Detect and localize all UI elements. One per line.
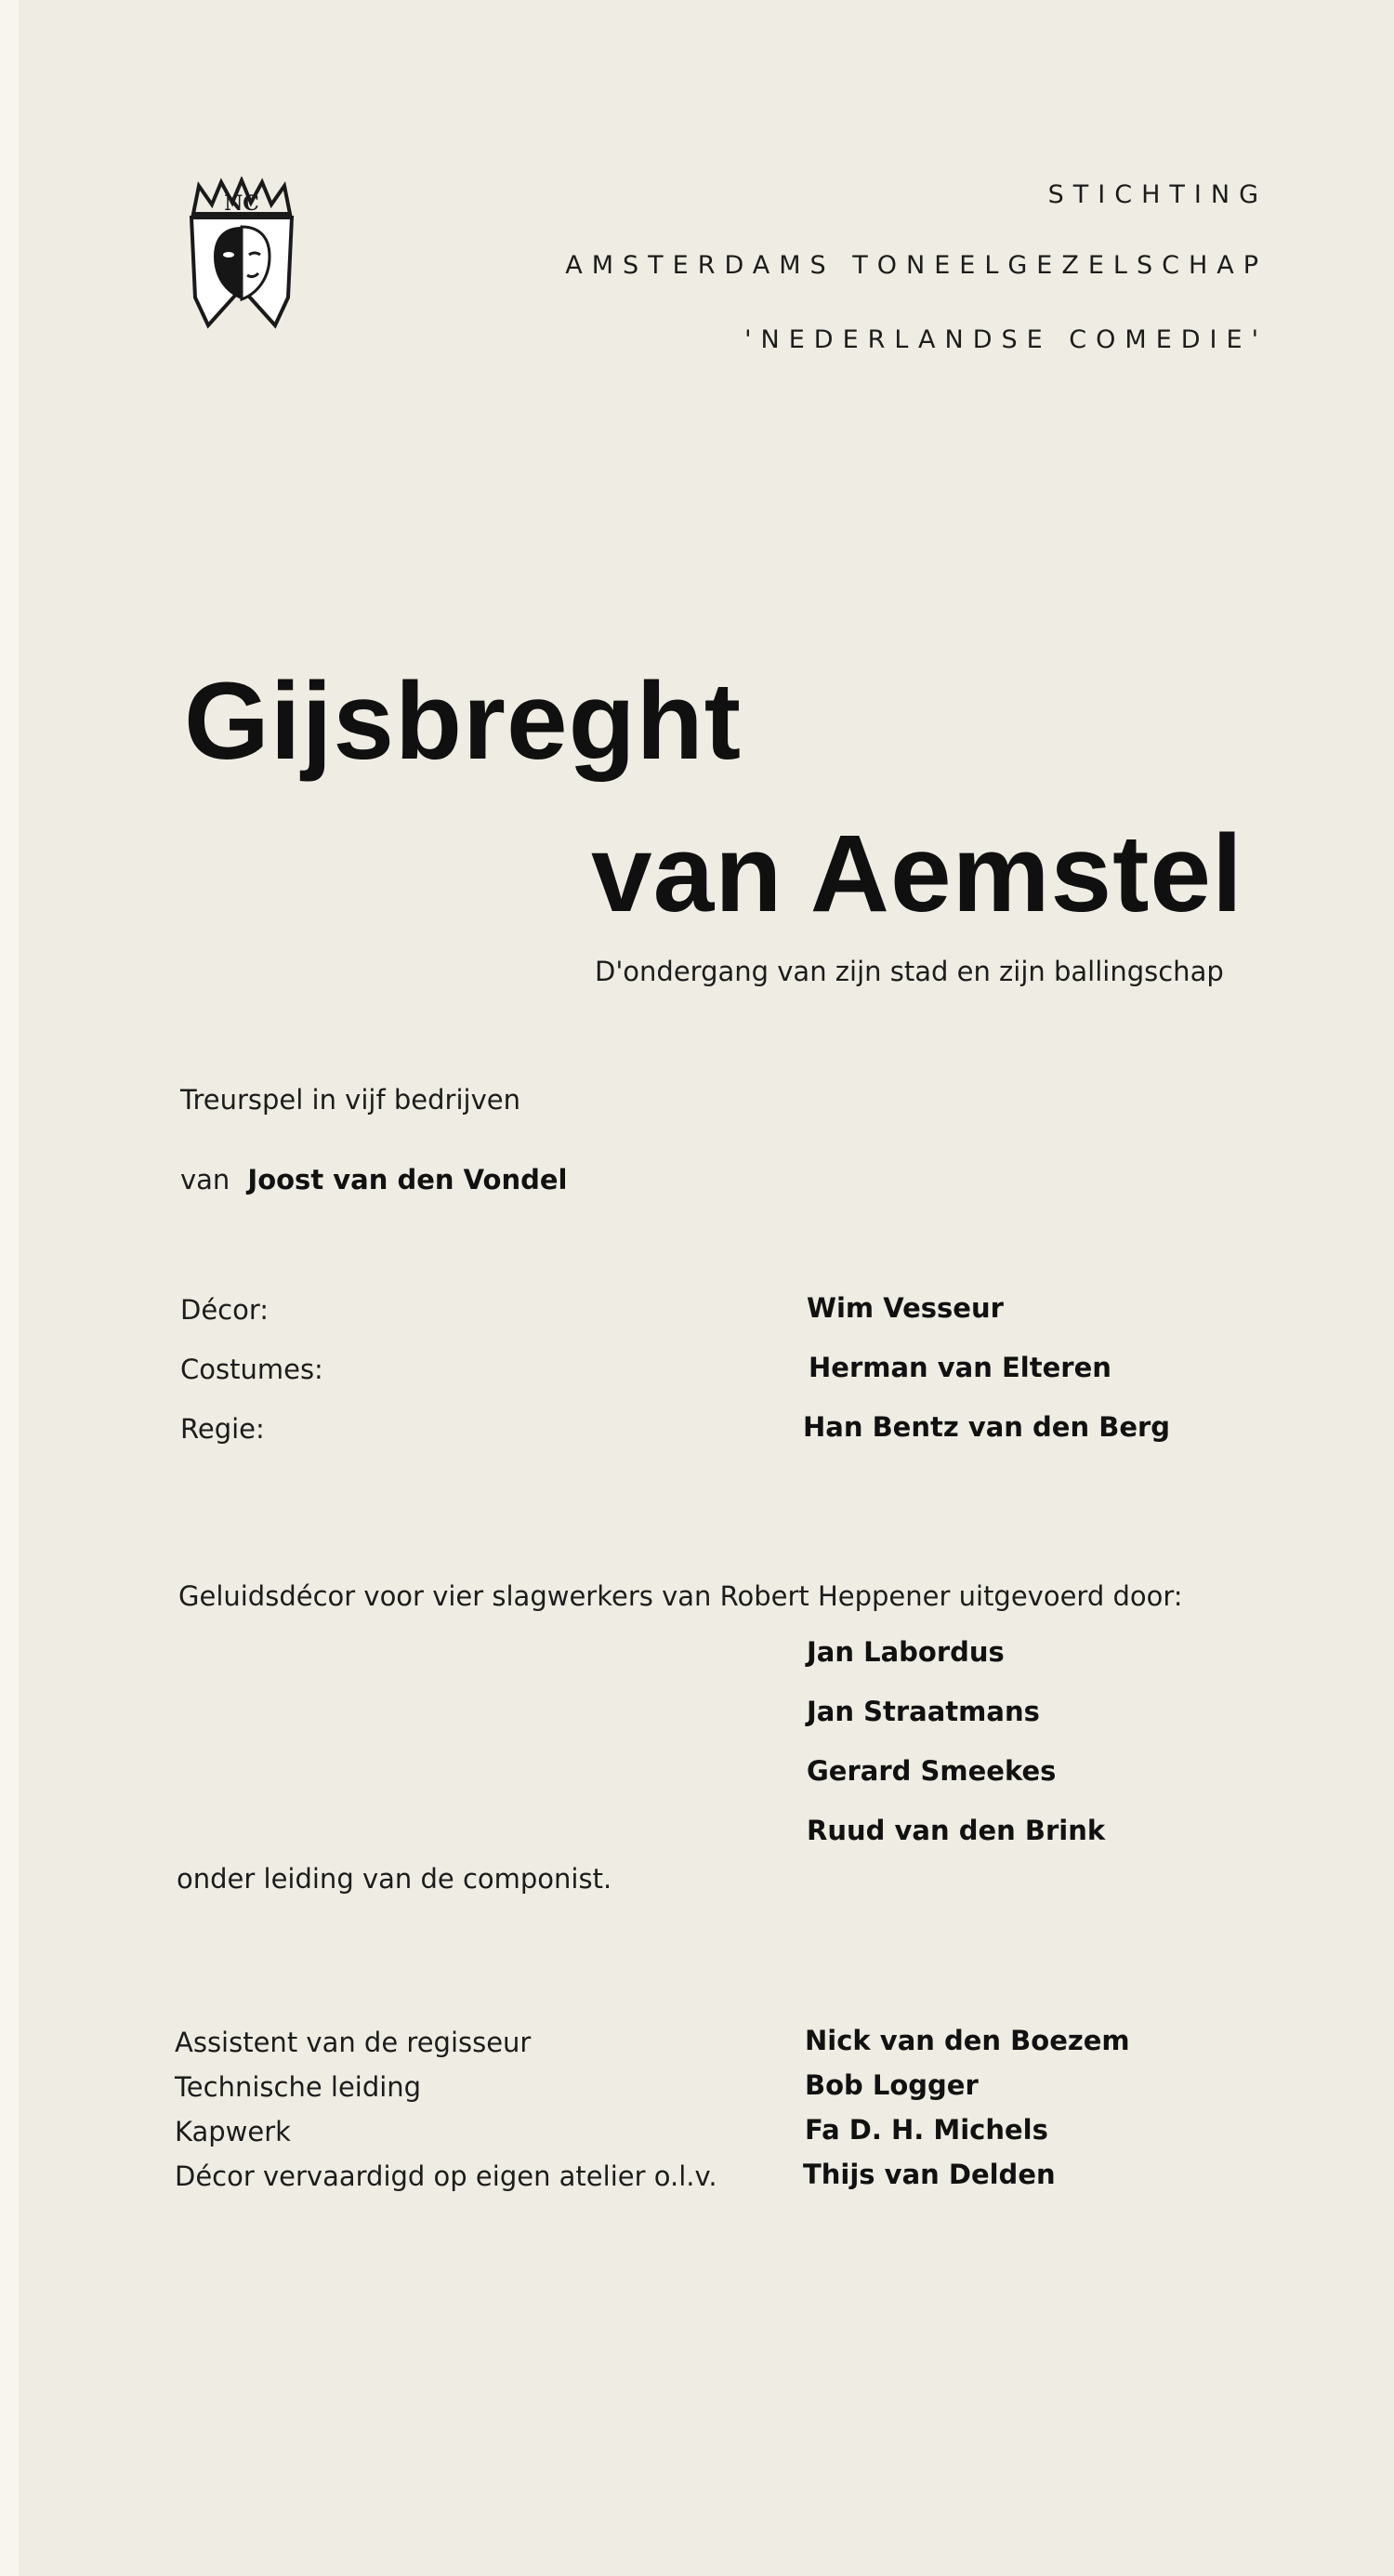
staff-name: Nick van den Boezem <box>805 2025 1130 2056</box>
staff-role: Technische leiding <box>175 2071 422 2103</box>
title-line-1: Gijsbreght <box>184 660 743 783</box>
header-stichting: STICHTING <box>1047 180 1268 209</box>
staff-name: Fa D. H. Michels <box>805 2114 1048 2146</box>
staff-role: Décor vervaardigd op eigen atelier o.l.v. <box>175 2160 717 2192</box>
sound-outro: onder leiding van de componist. <box>177 1863 612 1895</box>
staff-name: Bob Logger <box>805 2069 979 2101</box>
header-company: AMSTERDAMS TONEELGEZELSCHAP <box>565 251 1268 280</box>
performer: Ruud van den Brink <box>807 1815 1106 1846</box>
crowned-mask-logo-icon <box>186 177 297 330</box>
title-line-2: van Aemstel <box>591 812 1243 935</box>
author-line <box>180 1164 567 1196</box>
genre-line: Treurspel in vijf bedrijven <box>180 1084 520 1116</box>
sound-intro: Geluidsdécor voor vier slagwerkers van Robert Heppener uitgevoerd door: <box>178 1580 1183 1612</box>
staff-role: Kapwerk <box>175 2116 291 2147</box>
credit-name: Herman van Elteren <box>809 1352 1111 1383</box>
performer: Gerard Smeekes <box>807 1755 1057 1787</box>
staff-role: Assistent van de regisseur <box>175 2027 532 2058</box>
staff-name: Thijs van Delden <box>803 2159 1056 2190</box>
performer: Jan Labordus <box>807 1636 1005 1668</box>
author-name: Joost van den Vondel <box>247 1164 568 1196</box>
subtitle: D'ondergang van zijn stad en zijn ballingschap <box>595 956 1224 987</box>
credit-name: Han Bentz van den Berg <box>803 1411 1171 1443</box>
header-comedie: 'NEDERLANDSE COMEDIE' <box>744 325 1268 354</box>
logo-monogram: NC <box>224 192 259 216</box>
author-prefix: van <box>180 1164 230 1196</box>
credit-name: Wim Vesseur <box>807 1292 1004 1324</box>
credit-role: Décor: <box>180 1294 270 1326</box>
credit-role: Regie: <box>180 1413 265 1445</box>
credit-role: Costumes: <box>180 1354 323 1385</box>
paper-edge <box>0 0 19 2576</box>
performer: Jan Straatmans <box>807 1696 1040 1727</box>
